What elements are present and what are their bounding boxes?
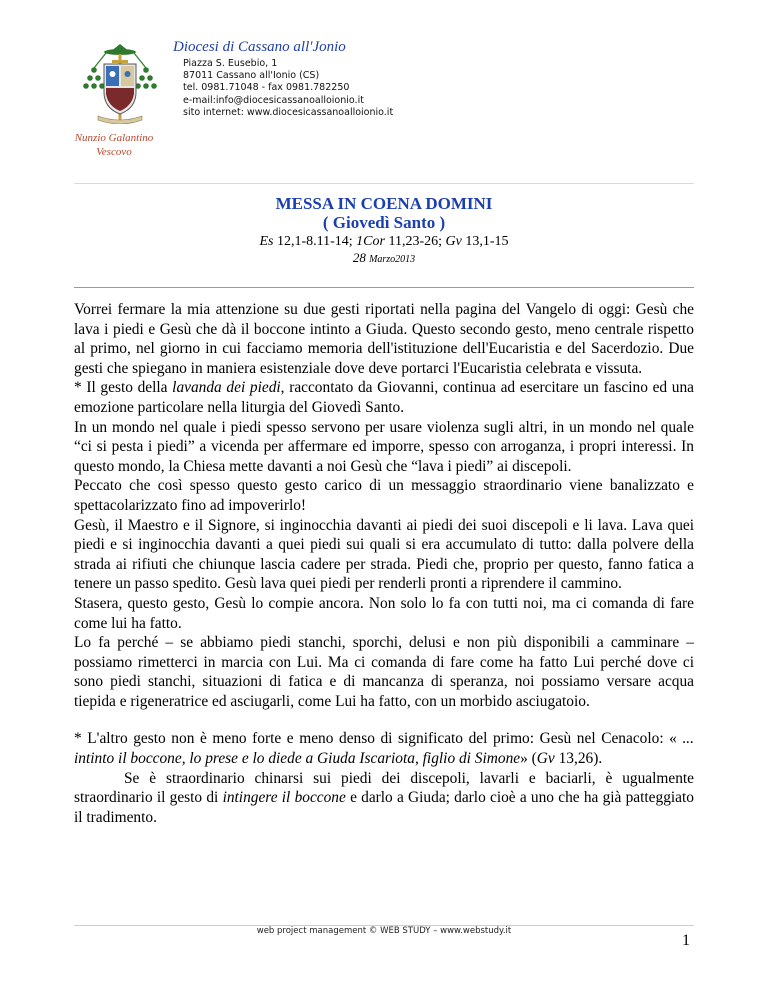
- document-date: [0, 250, 768, 266]
- address-website: sito internet: www.diocesicassanoalloionio.it: [183, 106, 394, 118]
- ref-es-verses: 12,1-8.11-14;: [273, 234, 357, 249]
- document-subtitle: ( Giovedì Santo ): [322, 213, 446, 232]
- bishop-role: Vescovo: [96, 146, 132, 158]
- diocese-address: [183, 58, 393, 119]
- diocese-name: Diocesi di Cassano all'Jonio: [173, 39, 346, 55]
- date-day: 28: [352, 250, 370, 265]
- scripture-references: [0, 234, 768, 250]
- emphasis-quote: ... intinto il boccone, lo prese e lo diede a Giuda Iscariota, figlio di Simone: [74, 730, 694, 768]
- paragraph-world: In un mondo nel quale i piedi spesso servono per usare violenza sugli altri, in un mondo nel quale “ci si pesta i piedi” a vicenda per affermare ed imporre, spesso con arroganza, i propri interessi. In questo mondo, la Chiesa mette davanti a noi Gesù che “lava i piedi” ai discepoli.: [74, 418, 694, 475]
- episcopal-crest-logo: [76, 40, 164, 124]
- page-number: 1: [682, 932, 690, 949]
- bishop-name: Nunzio Galantino: [74, 132, 154, 144]
- paragraph-master: Gesù, il Maestro e il Signore, si inginocchia davanti ai piedi dei suoi discepoli e li lava. Lava quei piedi e si inginocchia davanti a quei piedi sui quali si era accumulato di tutto: dalla polvere della strada ai rifiuti che chiunque lascia cadere per strada. Piedi che, proprio per questo, fanno fatica a tenere un passo spedito. Gesù lava quei piedi per renderli pronti a riprendere il cammino.: [74, 516, 694, 593]
- title-divider: [74, 287, 694, 288]
- ref-book-1cor: 1Cor: [356, 234, 385, 249]
- address-city: 87011 Cassano all'Ionio (CS): [183, 70, 320, 82]
- ref-gv-verses: 13,1-15: [461, 234, 509, 249]
- homily-text: [74, 300, 694, 827]
- ref-book-es: Es: [259, 234, 274, 249]
- emphasis-boccone: intingere il boccone: [222, 789, 346, 807]
- address-street: Piazza S. Eusebio, 1: [183, 58, 278, 69]
- paragraph-intro: Vorrei fermare la mia attenzione su due gesti riportati nella pagina del Vangelo di oggi: Gesù che lava i piedi e Gesù che dà il boccone intinto a Giuda. Questo secondo gesto, meno centrale rispetto al primo, nel giorno in cui facciamo memoria dell'istituzione dell'Eucaristia e del Sacerdozio. Due gesti che spiegano in maniera esistenziale dove deve portarci l'Eucaristia celebrata e vissuta.: [74, 301, 694, 377]
- paragraph-lavanda: * Il gesto della lavanda dei piedi, raccontato da Giovanni, continua ad esercitare un fascino ed una emozione particolare nella liturgia del Giovedì Santo.: [74, 379, 694, 416]
- paragraph-second-gesture: * L'altro gesto non è meno forte e meno denso di significato del primo: Gesù nel Cenacolo: « ... intinto il boccone, lo prese e lo diede a Giuda Iscariota, figlio di Simone» (Gv 13,26).: [74, 730, 694, 768]
- header-divider: [74, 183, 694, 184]
- paragraph-command: Lo fa perché – se abbiamo piedi stanchi, sporchi, delusi e non più disponibili a camminare – possiamo rimetterci in marcia con Lui. Ma ci comanda di fare come ha fatto Lui perché dove ci sono piedi stanchi, situazioni di fatica e di mancanza di speranza, noi possiamo versare acqua tiepida e rigeneratrice ed asciugarli, come Lui ha fatto, con un morbido asciugatoio.: [74, 634, 694, 710]
- emphasis-lavanda: lavanda dei piedi: [172, 379, 281, 397]
- paragraph-tonight: Stasera, questo gesto, Gesù lo compie ancora. Non solo lo fa con tutti noi, ma ci comanda di fare come lui ha fatto.: [74, 594, 694, 632]
- ref-book-gv: Gv: [445, 234, 462, 249]
- date-month-year: Marzo2013: [369, 254, 416, 265]
- footer-credit: web project management © WEB STUDY – www.webstudy.it: [256, 926, 512, 936]
- paragraph-boccone: Se è straordinario chinarsi sui piedi dei discepoli, lavarli e baciarli, è ugualmente straordinario il gesto di intingere il boccone e darlo a Giuda; darlo cioè a uno che ha già patteggiato il tradimento.: [74, 769, 694, 826]
- ref-1cor-verses: 11,23-26;: [384, 234, 446, 249]
- address-email: e-mail:info@diocesicassanoalloionio.it: [183, 94, 364, 106]
- bishop-signature: [74, 131, 154, 159]
- paragraph-pity: Peccato che così spesso questo gesto carico di un messaggio straordinario viene banalizzato e spettacolarizzato fino ad impoverirlo!: [74, 477, 694, 514]
- address-phone: tel. 0981.71048 - fax 0981.782250: [183, 82, 350, 94]
- document-title: MESSA IN COENA DOMINI: [275, 194, 493, 213]
